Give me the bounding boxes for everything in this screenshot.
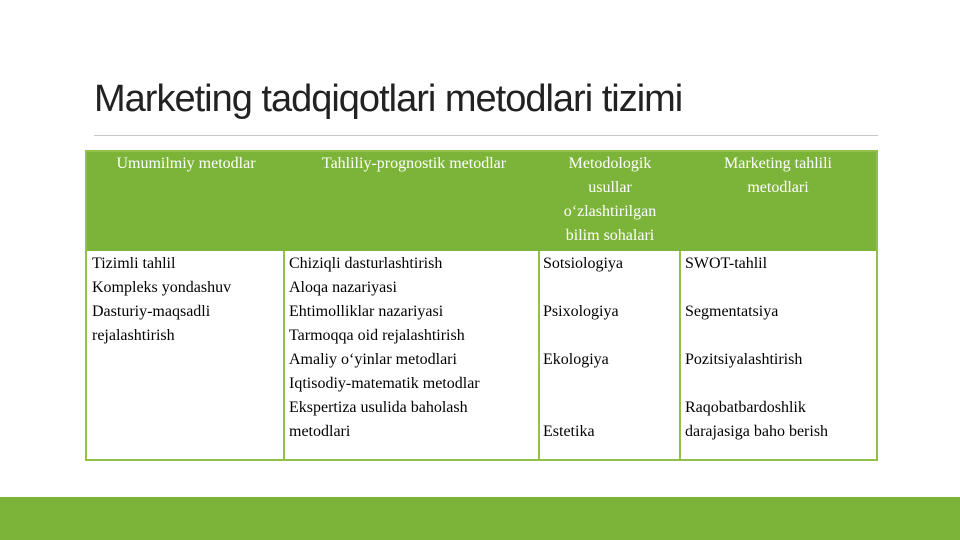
list-item: Raqobatbardoshlik	[685, 399, 806, 416]
table-header-row	[87, 152, 876, 251]
list-item: Aloqa nazariyasi	[289, 279, 397, 296]
footer-bar	[0, 497, 960, 540]
list-item: darajasiga baho berish	[685, 423, 829, 440]
header-general-methods	[87, 152, 285, 176]
column-divider	[679, 251, 681, 461]
header-line: Umumilmiy metodlar	[116, 155, 256, 172]
header-analytic-methods	[285, 152, 543, 176]
list-item: Tizimli tahlil	[92, 255, 176, 272]
list-item: Segmentatsiya	[685, 303, 779, 320]
list-item: metodlari	[289, 423, 351, 440]
header-marketing-analysis	[680, 152, 876, 200]
list-item: Tarmoqqa oid rejalashtirish	[289, 327, 465, 344]
list-item: Dasturiy-maqsadli	[92, 303, 211, 320]
cell-general-methods	[92, 252, 231, 348]
header-line: o‘zlashtirilgan	[563, 203, 657, 220]
list-item: Sotsiologiya	[543, 255, 624, 272]
list-item: Iqtisodiy-matematik metodlar	[289, 375, 480, 392]
title-divider	[94, 135, 878, 136]
list-item: Ekologiya	[543, 351, 609, 368]
list-item: Ekspertiza usulida baholash	[289, 399, 468, 416]
page-title: Marketing tadqiqotlari metodlari tizimi	[94, 78, 683, 120]
list-item: Psixologiya	[543, 303, 619, 320]
list-item: SWOT-tahlil	[685, 255, 768, 272]
list-item: Kompleks yondashuv	[92, 279, 232, 296]
header-line: Metodologik	[568, 155, 652, 172]
list-item: Pozitsiyalashtirish	[685, 351, 803, 368]
column-divider	[538, 251, 540, 461]
methods-table	[85, 150, 878, 461]
list-item: Ehtimolliklar nazariyasi	[289, 303, 444, 320]
header-line: Marketing tahlili	[724, 155, 832, 172]
column-divider	[283, 251, 285, 461]
list-item: Estetika	[543, 423, 595, 440]
header-line: metodlari	[747, 179, 809, 196]
list-item: rejalashtirish	[92, 327, 175, 344]
header-line: usullar	[588, 179, 632, 196]
list-item: Amaliy o‘yinlar metodlari	[289, 351, 457, 368]
cell-analytic-methods	[289, 252, 480, 444]
header-line: Tahliliy-prognostik metodlar	[321, 155, 507, 172]
header-methodological	[540, 152, 680, 248]
cell-competitiveness	[685, 396, 828, 444]
list-item: Chiziqli dasturlashtirish	[289, 255, 443, 272]
header-line: bilim sohalari	[565, 227, 655, 244]
